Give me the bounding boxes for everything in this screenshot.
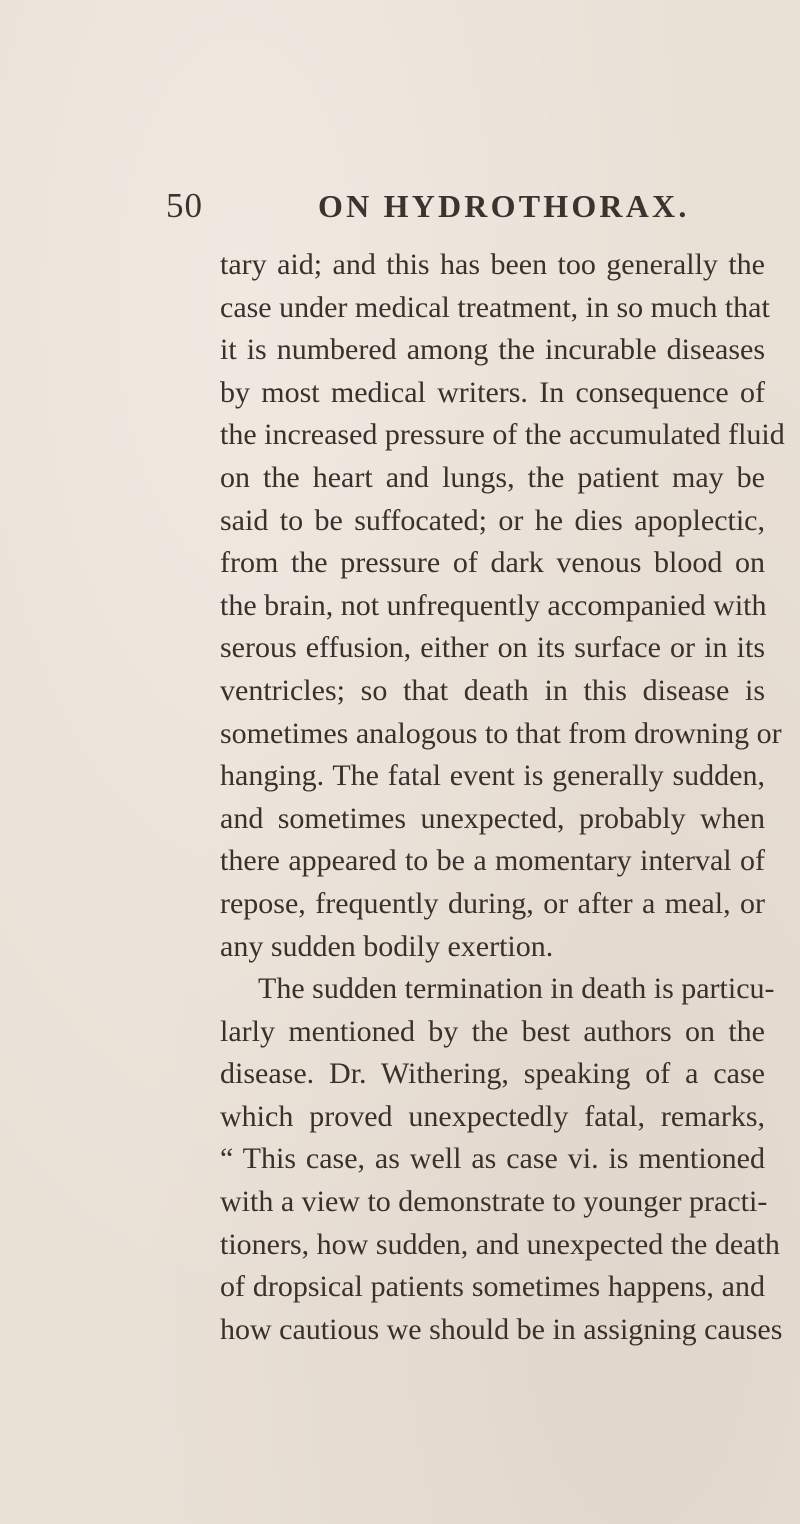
text-line: and sometimes unexpected, probably when: [220, 801, 765, 835]
text-line: tary aid; and this has been too generally the: [220, 248, 765, 281]
running-title: ON HYDROTHORAX.: [318, 188, 690, 224]
text-line: which proved unexpectedly fatal, remarks,: [220, 1099, 765, 1133]
text-line: on the heart and lungs, the patient may be: [220, 460, 765, 494]
text-line: how cautious we should be in assigning causes: [220, 1312, 783, 1346]
text-line: repose, frequently during, or after a meal, or: [220, 886, 765, 920]
text-line: of dropsical patients sometimes happens, and: [220, 1270, 765, 1304]
paragraph-end-line: any sudden bodily exertion.: [220, 929, 554, 963]
text-line: ventricles; so that death in this disease is: [220, 673, 765, 707]
text-line: case under medical treatment, in so much that: [220, 290, 770, 324]
text-line: from the pressure of dark venous blood on: [220, 546, 765, 580]
text-line: serous effusion, either on its surface or in its: [220, 631, 765, 665]
page-number: 50: [166, 186, 203, 225]
running-head: [166, 186, 766, 236]
text-line: by most medical writers. In consequence of: [220, 375, 765, 409]
text-line: with a view to demonstrate to younger practi-: [220, 1185, 768, 1219]
text-line: disease. Dr. Withering, speaking of a case: [220, 1057, 765, 1091]
quotation-line: “ This case, as well as case vi. is mentioned: [220, 1142, 765, 1176]
text-line: tioners, how sudden, and unexpected the death: [220, 1227, 780, 1261]
text-line: hanging. The fatal event is generally sudden,: [220, 759, 765, 793]
text-line: the brain, not unfrequently accompanied with: [220, 588, 767, 622]
text-line: sometimes analogous to that from drowning or: [220, 716, 782, 750]
body-text: [220, 244, 785, 1351]
text-line: larly mentioned by the best authors on the: [220, 1014, 765, 1048]
text-line: the increased pressure of the accumulated fluid: [220, 418, 785, 452]
text-line: there appeared to be a momentary interval of: [220, 844, 765, 878]
text-line: said to be suffocated; or he dies apoplectic,: [220, 503, 765, 537]
paragraph-start-line: The sudden termination in death is particu-: [258, 972, 775, 1006]
text-line: it is numbered among the incurable diseases: [220, 333, 765, 367]
